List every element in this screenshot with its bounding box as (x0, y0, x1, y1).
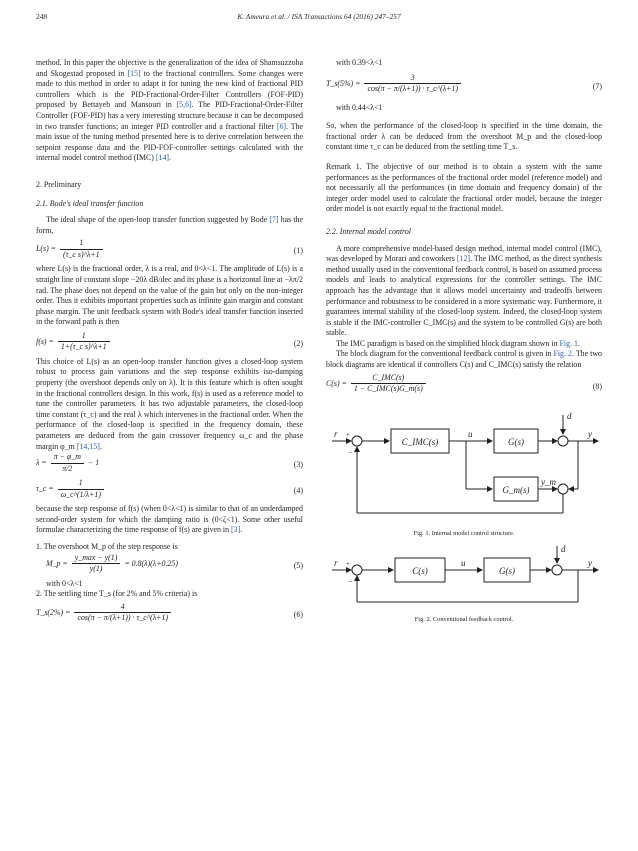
ref-link[interactable]: [7] (269, 215, 279, 225)
imc-paragraph: A more comprehensive model-based design method, internal model control (IMC), was developed by Morari and coworkers [12]. The IMC method, as the direct synthesis method usually used in the conventional feedback control, is based on assumed process models and leads to analytical expressions for the controller settings. The IMC approach has the advantage that it allows model uncertainty and tradeoffs between performance and robustness to be considered in a more systematic way. Furthermore, it guarantees internal stability of the closed-loop system. Indeed, the closed-loop system is stable if the IMC-controller C_IMC(s) and the system to be controlled G(s) are both stable. (326, 243, 602, 338)
left-column (36, 58, 303, 628)
equation-7-condition: with 0.44<λ<1 (336, 102, 383, 112)
disturbance-label: d (561, 544, 566, 555)
cimc-label: C_IMC(s) (401, 436, 439, 447)
ref-link[interactable]: [3] (231, 525, 241, 535)
remark-paragraph: Remark 1. The objective of our method is to obtain a system with the same performances as the performances of the fractional order model (reference model) and not necessarily all the performances (in time domain and frequency domain) of the integer order model used to calculate the fractional order model, because the integer order model is not exactly equal to the fractional model. (326, 161, 602, 214)
control-signal-label: u (468, 428, 473, 439)
plus-sign: + (346, 560, 350, 569)
g-label: G(s) (508, 436, 524, 447)
equation-4: τ_c = $\frac{1}{\omega\_c\^{}(1/\lambda+1)}$ (4) (36, 478, 303, 499)
equation-7: T_s(5%) = $\frac{3}{\cos(\pi - \pi/(\lambda+1)) \cdot \tau\_c\^{}(\lambda+1)}$ (7) (326, 72, 602, 94)
figure-1 (326, 409, 602, 539)
equation-3: λ = $\frac{\pi - \varphi\_m}{\pi/2}$ − 1 (3) (36, 452, 303, 473)
equation-2: f(s) = $\frac{1}{\text{1+(τ\_c s)\textasciicircum{}λ+1}}$ (2) (36, 330, 303, 352)
disturbance-junction (552, 565, 562, 575)
equation-1: L(s) = $\frac{1}{\text{(τ\_c s)\textasciicircum{}λ+1}}$ (1) (36, 238, 303, 259)
figure-link[interactable]: Fig. 1 (559, 338, 578, 348)
minus-sign: − (348, 447, 353, 457)
disturbance-label: d (567, 410, 572, 421)
figure-1-caption: Fig. 1. Internal model control structure. (413, 530, 515, 538)
ref-link[interactable]: [14] (155, 153, 170, 163)
ref-link[interactable]: [6] (276, 121, 287, 131)
list-item: 1. The overshoot M_p of the step response is (36, 542, 178, 551)
figure-link[interactable]: Fig. 2 (553, 349, 572, 359)
model-output-label: y_m (541, 476, 556, 487)
feedback-block-diagram (326, 544, 602, 612)
reference-model-paragraph: This choice of L(s) as an open-loop transfer function gives a closed-loop system robust to process gain variations and the step response exhibits iso-damping property (the overshoot depends only on λ). It is this feature which is often sought in the fractional controllers design. In this work, f(s) is used as a reference model to tune the controller parameters. It has two adjustable parameters, the closed-loop time constant (τ_c) and the real λ which intervenes in the fractional order. When the performance of the closed-loop is specified in the frequency domain, these parameters are deduced from the gain crossover frequency ω_c and the phase margin φ_m [14,15]. (36, 356, 303, 451)
reference-label: r (334, 428, 338, 439)
output-label: y (588, 428, 592, 439)
intro-paragraph: method. In this paper the objective is the generalization of the idea of Shamsuzzoha and Skogestad proposed in [15] to the fractional controllers. Some changes were made to this method in order to adapt it for tuning the new kind of fractional PID controllers which is the PID-Fractional-Order-Filter Controllers (FOF-PID) proposed by Bettayeb and Mansouri in [5,6]. The PID-Fractional-Order-Filter Controller (FOF-PID) has a very interesting structure because it can be decomposed in two transfer functions; an integer PID controller and a fractional filter [6]. The main issue of the tuning method presented here is to derive correlation between the setpoint response data and the PID-FOF-controller settings calculated with the internal model control method (IMC) [14]. (36, 58, 303, 163)
journal-reference: K. Ameura et al. / ISA Transactions 64 (2016) 247–257 (237, 12, 401, 21)
reference-label: r (334, 558, 338, 569)
step-response-paragraph: because the step response of f(s) (when 0<λ<1) is similar to that of an underdamped second-order system for which the damping ratio is (0<ζ<1). Some other useful formulae characterizing the time response of f(s) are given in [3]. (36, 504, 303, 535)
block-diagram-paragraph: The block diagram for the conventional feedback control is given in Fig. 2. The two block diagrams are identical if controllers C(s) and C_IMC(s) satisfy the relation (326, 349, 602, 370)
time-domain-paragraph: So, when the performance of the closed-loop is specified in the time domain, the fractional order λ can be deduced from the overshoot M_p and the closed-loop constant time τ_c can be deduced from the settling time T_s. (326, 121, 602, 152)
summing-junction (352, 436, 362, 446)
equation-5-condition: with 0<λ<1 (46, 578, 83, 588)
ref-link[interactable]: [14,15] (76, 441, 100, 451)
equation-8: C(s) = $\frac{\text{C\_IMC(s)}}{\text{1 − C\_IMC(s)G\_m(s)}}$ (8) (326, 372, 602, 394)
imc-paradigm-paragraph: The IMC paradigm is based on the simplified block diagram shown in Fig. 1. (336, 338, 580, 348)
imc-block-diagram (326, 409, 602, 527)
disturbance-junction (558, 436, 568, 446)
equation-6: T_s(2%) = $\frac{4}{\cos(\pi - \pi/(\lambda+1)) \cdot \tau\_c\^{}(\lambda+1)}$ (6) (36, 601, 303, 623)
subsection-heading: 2.1. Bode's ideal transfer function (36, 198, 144, 208)
model-junction (558, 484, 568, 494)
plus-sign: + (346, 430, 350, 439)
amplitude-paragraph: where L(s) is the fractional order, λ is a real, and 0<λ<1. The amplitude of L(s) is a straight line of constant slope −20λ dB/dec and its phase is a horizontal line at −λπ/2 rad. The phase does not depend on the value of the gain but only on the non-integer order. Thus it exhibits important properties such as infinite gain margin and constant phase margin. The unit feedback system with Bode's ideal transfer function inserted in the forward path is then (36, 264, 303, 327)
page-number: 248 (36, 12, 48, 21)
ref-link[interactable]: [15] (127, 68, 141, 78)
list-item: 2. The settling time T_s (for 2% and 5% criteria) is (36, 589, 198, 599)
gm-label: G_m(s) (502, 484, 530, 495)
ref-link[interactable]: [5,6] (176, 100, 192, 110)
equation-5: M_p = $\frac{y\_\max - y(1)}{y(1)}$ = 0.8(λ)(λ+0.25) (5) (46, 552, 303, 574)
section-heading: 2. Preliminary (36, 179, 82, 189)
figure-2 (326, 544, 602, 624)
minus-sign: − (348, 577, 353, 587)
control-signal-label: u (461, 558, 466, 569)
figure-2-caption: Fig. 2. Conventional feedback control. (414, 615, 514, 623)
summing-junction (352, 565, 362, 575)
g-label: G(s) (499, 566, 515, 577)
ref-link[interactable]: [12] (456, 254, 471, 264)
output-label: y (588, 558, 592, 569)
bode-paragraph: The ideal shape of the open-loop transfer function suggested by Bode [7] has the form, (36, 215, 303, 235)
page-header (36, 12, 602, 26)
right-column (326, 58, 602, 624)
c-label: C(s) (412, 566, 428, 577)
equation-6-condition: with 0.39<λ<1 (336, 58, 383, 67)
subsection-heading: 2.2. Internal model control (326, 226, 411, 236)
